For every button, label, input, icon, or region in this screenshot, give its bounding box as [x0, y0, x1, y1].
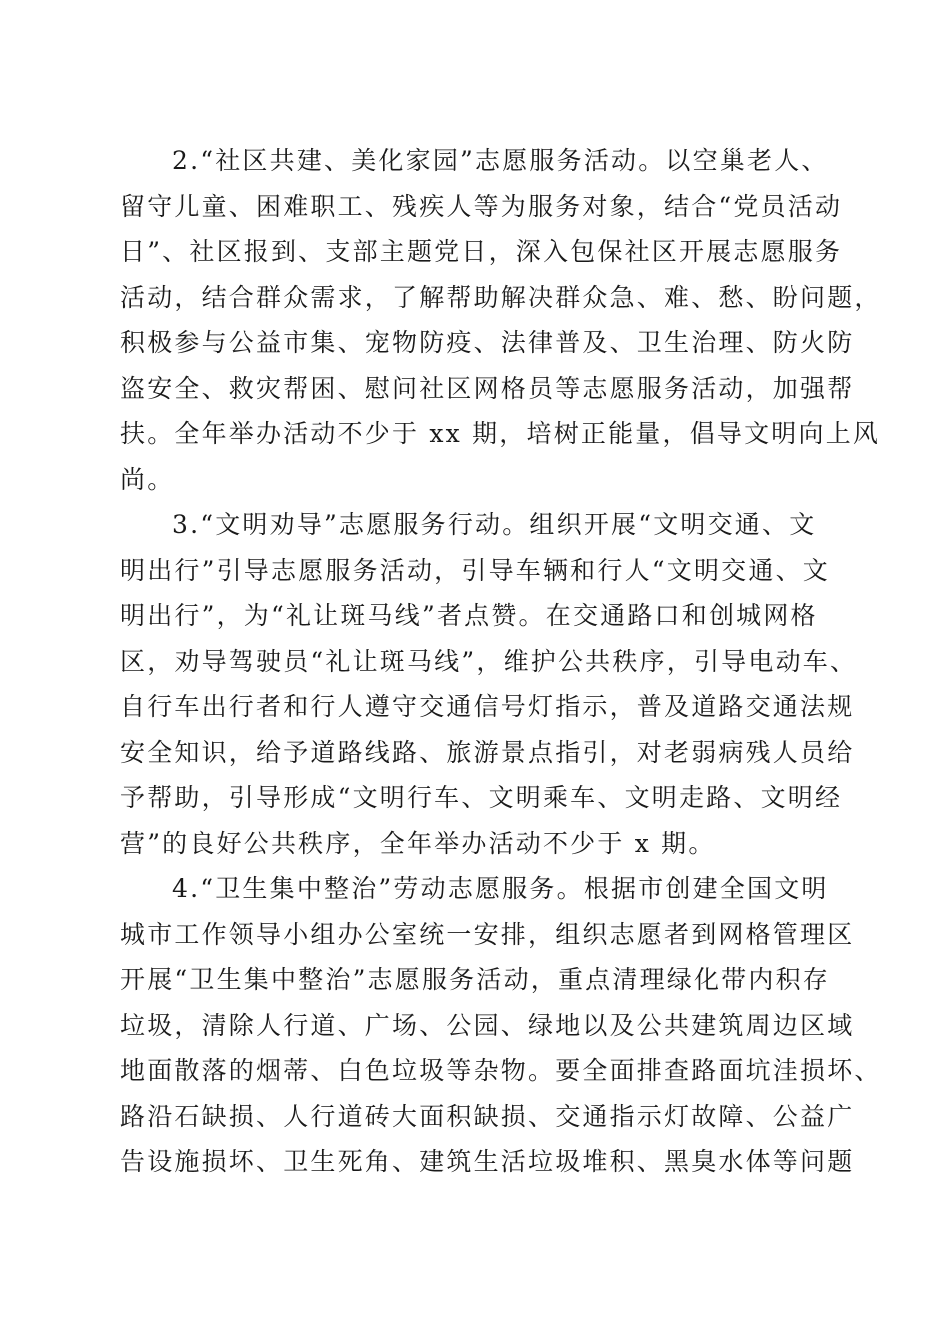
text-line: 活动，结合群众需求，了解帮助解决群众急、难、愁、盼问题， [120, 282, 882, 312]
document-body [120, 138, 882, 1185]
text-line: 明出行”，为“礼让斑马线”者点赞。在交通路口和创城网格 [120, 601, 818, 630]
text-line: 营”的良好公共秩序，全年举办活动不少于 x 期。 [120, 828, 716, 858]
text-line: 自行车出行者和行人遵守交通信号灯指示，普及道路交通法规 [120, 692, 855, 721]
text-line: 安全知识，给予道路线路、旅游景点指引，对老弱病残人员给 [120, 737, 855, 767]
text-line: 积极参与公益市集、宠物防疫、法律普及、卫生治理、防火防 [120, 328, 855, 357]
text-line: 留守儿童、困难职工、残疾人等为服务对象，结合“党员活动 [120, 191, 843, 221]
text-line: 城市工作领导小组办公室统一安排，组织志愿者到网格管理区 [120, 919, 855, 949]
text-line: 区，劝导驾驶员“礼让斑马线”，维护公共秩序，引导电动车、 [120, 646, 858, 676]
text-line: 垃圾，清除人行道、广场、公园、绿地以及公共建筑周边区域 [120, 1010, 855, 1040]
text-line: 路沿石缺损、人行道砖大面积缺损、交通指示灯故障、公益广 [120, 1101, 855, 1131]
text-line: 扶。全年举办活动不少于 xx 期，培树正能量，倡导文明向上风 [120, 419, 881, 448]
text-line: 日”、社区报到、支部主题党日，深入包保社区开展志愿服务 [120, 237, 843, 266]
text-line: 予帮助，引导形成“文明行车、文明乘车、文明走路、文明经 [120, 783, 843, 812]
text-line: 地面散落的烟蒂、白色垃圾等杂物。要全面排查路面坑洼损坏、 [120, 1056, 882, 1085]
paragraph-first-line: 3.“文明劝导”志愿服务行动。组织开展“文明交通、文 [172, 510, 817, 539]
text-line: 开展“卫生集中整治”志愿服务活动，重点清理绿化带内积存 [120, 965, 830, 994]
text-line: 尚。 [120, 464, 175, 494]
paragraph-first-line: 2.“社区共建、美化家园”志愿服务活动。以空巢老人、 [172, 146, 829, 175]
text-line: 告设施损坏、卫生死角、建筑生活垃圾堆积、黑臭水体等问题 [120, 1147, 855, 1176]
text-line: 盗安全、救灾帮困、慰问社区网格员等志愿服务活动，加强帮 [120, 373, 855, 403]
text-line: 明出行”引导志愿服务活动，引导车辆和行人“文明交通、文 [120, 555, 830, 585]
paragraph-first-line: 4.“卫生集中整治”劳动志愿服务。根据市创建全国文明 [172, 874, 829, 903]
